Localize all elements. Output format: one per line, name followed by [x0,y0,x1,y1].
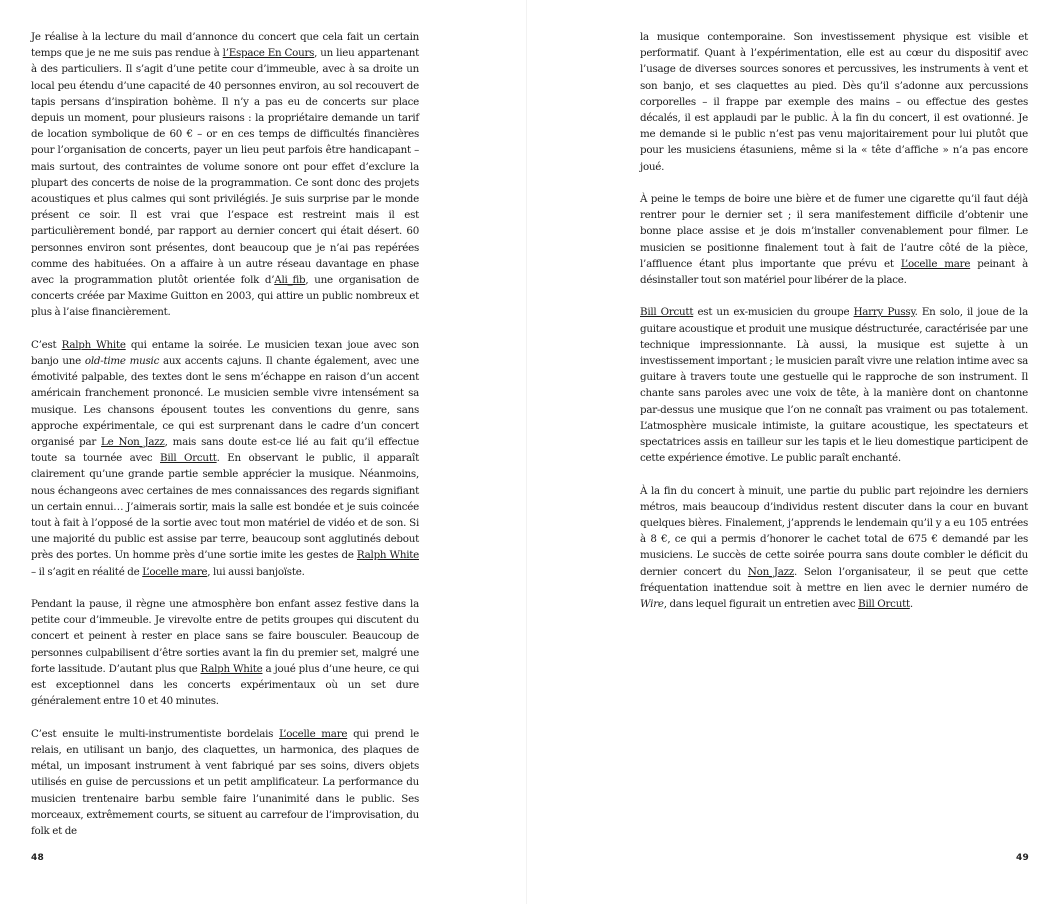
page-number: 49 [1016,853,1030,863]
underlined-name-link[interactable]: Ralph White [61,338,126,351]
paragraph: C’est Ralph White qui entame la soirée. Le musicien texan joue avec son banjo une old-time music aux accents cajuns. Il chante également, avec une émotivité palpable, des textes dont le sens m’échappe en raison d’un accent américain franchement prononcé. Le musicien semble vivre intensément sa musique. Les chansons épousent toutes les conventions du genre, sans approche expérimentale, ce qui est surprenant dans le cadre d’un concert organisé par Le Non_Jazz, mais sans doute est-ce lié au fait qu’il effectue toute sa tournée avec Bill Orcutt. En observant le public, il apparaît clairement qu’une grande partie semble apprécier la musique. Néanmoins, nous échangeons avec certaines de mes connaissances des regards signifiant un certain ennui… J’aimerais sortir, mais la salle est bondée et je suis coincée tout à fait à l’opposé de la sortie avec tout mon matériel de vidéo et de son. Si une majorité du public est assise par terre, beaucoup sont agglutinés debout près des portes. Un homme près d’une sortie imite les gestes de Ralph White – il s’agit en réalité de L’ocelle mare, lui aussi banjoïste. [31,338,420,578]
underlined-name-link[interactable]: l’Espace En Cours [222,47,315,60]
underlined-name-link[interactable]: Bill Orcutt [640,306,694,319]
underlined-name-link[interactable]: Ali_fib [274,274,306,287]
underlined-name-link[interactable]: L’ocelle mare [900,257,971,270]
italic-term: old-time music [84,355,160,368]
underlined-name-link[interactable]: Harry Pussy [853,306,915,319]
paragraph: À la fin du concert à minuit, une partie du public part rejoindre les derniers métros, mais beaucoup d’individus restent discuter dans la cour en buvant quelques bières. Finalement, j’apprends le lendemain qu’il y a eu 105 entrées à 8 €, ce qui a permis d’honorer le cachet total de 675 € demandé par les musiciens. Le succès de cette soirée pourra sans doute combler le déficit du dernier concert du Non_Jazz. Selon l’organisateur, il se peut que cette fréquentation inattendue soit à mettre en lien avec le dernier numéro de Wire, dans lequel figurait un entretien avec Bill Orcutt. [640,484,1028,611]
underlined-name-link[interactable]: Ralph White [200,662,263,675]
left-page-text-column [31,29,419,855]
paragraph: Pendant la pause, il règne une atmosphère bon enfant assez festive dans la petite cour d’immeuble. Je virevolte entre de petits groupes qui discutent du concert et peinent à rester en place sans se faire bousculer. Beaucoup de personnes culpabilisent d’être sorties avant la fin du premier set, malgré une forte lassitude. D’autant plus que Ralph White a joué plus d’une heure, ce qui est exceptionnel dans les concerts expérimentaux où un set dure généralement entre 10 et 40 minutes. [31,598,420,708]
paragraph: C’est ensuite le multi-instrumentiste bordelais L’ocelle mare qui prend le relais, en utilisant un banjo, des claquettes, un harmonica, des plaques de métal, un imposant instrument à vent fabriqué par ses soins, divers objets utilisés en guise de percussions et un petit amplificateur. La performance du musicien trentenaire barbu semble faire l’unanimité dans le public. Ses morceaux, extrêmement courts, se situent au carrefour de l’improvisation, du folk et de [31,727,419,837]
underlined-name-link[interactable]: Bill Orcutt [160,452,217,465]
underlined-name-link[interactable]: L’ocelle mare [142,565,208,578]
paragraph: À peine le temps de boire une bière et de fumer une cigarette qu’il faut déjà rentrer pour le dernier set ; il sera manifestement difficile d’obtenir une bonne place assise et je dois m’installer convenablement pour filmer. Le musicien se positionne finalement tout à fait de l’autre côté de la pièce, l’affluence étant plus importante que prévu et L’ocelle mare peinant à désinstaller tout son matériel pour libérer de la place. [640,193,1028,287]
paragraph: Bill Orcutt est un ex-musicien du groupe Harry Pussy. En solo, il joue de la guitare acoustique et produit une musique déstructurée, caractérisée par une technique impressionnante. Là aussi, la musique est sujette à un investissement important ; le musicien paraît vivre une relation intime avec sa guitare à travers toute une gestuelle qui le rapproche de son instrument. Il chante sans paroles avec une voix de tête, à la manière dont on chantonne par-dessus une musique que l’on ne connaît pas vraiment ou pas totalement. L’atmosphère musicale intimiste, la guitare acoustique, les spectateurs et spectatrices assis en tailleur sur les tapis et le lieu domestique participent de cette expérience émotive. Le public paraît enchanté. [640,306,1028,465]
underlined-name-link[interactable]: L’ocelle mare [279,727,348,740]
underlined-name-link[interactable]: Ralph White [356,549,419,562]
paragraph: Je réalise à la lecture du mail d’annonce du concert que cela fait un certain temps que je ne me suis pas rendue à l’Espace En Cours, un lieu appartenant à des particuliers. Il s’agit d’une petite cour d’immeuble, avec à sa droite un local peu étendu d’une capacité de 40 personnes environ, au sol recouvert de tapis persans d’inspiration bohème. Il n’y a pas eu de concerts sur place depuis un moment, pour plusieurs raisons : la propriétaire demande un tarif de location symbolique de 60 € – or en ces temps de difficultés financières pour l’organisation de concerts, payer un lieu peut parfois être handicapant – mais surtout, des contraintes de volume sonore ont pour effet d’exclure la plupart des concerts de noise de la programmation. Ce sont donc des projets acoustiques et plus calmes qui sont privilégiés. Je suis surprise par le monde présent ce soir. Il est vrai que l’espace est restreint mais il est particulièrement bondé, par rapport au dernier concert qui était désert. 60 personnes environ sont présentes, dont beaucoup que je n’ai pas repérées comme des habituées. On a affaire à un autre réseau davantage en phase avec la programmation plutôt orientée folk d’Ali_fib, une organisation de concerts créée par Maxime Guitton en 2003, qui attire un public nombreux et plus à l’aise financièrement. [31,31,420,319]
underlined-name-link[interactable]: Non_Jazz [747,565,794,578]
right-page-text-column [640,29,1028,628]
right-page [527,0,1054,904]
underlined-name-link[interactable]: Le Non_Jazz [101,436,165,449]
italic-term: Wire [640,598,664,611]
underlined-name-link[interactable]: Bill Orcutt [858,598,910,611]
paragraph: la musique contemporaine. Son investissement physique est visible et performatif. Quant à l’expérimentation, elle est au cœur du dispositif avec l’usage de diverses sources sonores et percussives, les instruments à vent et son banjo, et ses claquettes au pied. Dès qu’il s’adonne aux percussions corporelles – il frappe par exemple des mains – ou effectue des gestes décalés, il est applaudi par le public. À la fin du concert, il est ovationné. Je me demande si le public n’est pas venu majoritairement pour lui plutôt que pour les musiciens étasuniens, même si la « tête d’affiche » n’a pas encore joué. [640,31,1028,173]
page-number: 48 [31,853,45,863]
